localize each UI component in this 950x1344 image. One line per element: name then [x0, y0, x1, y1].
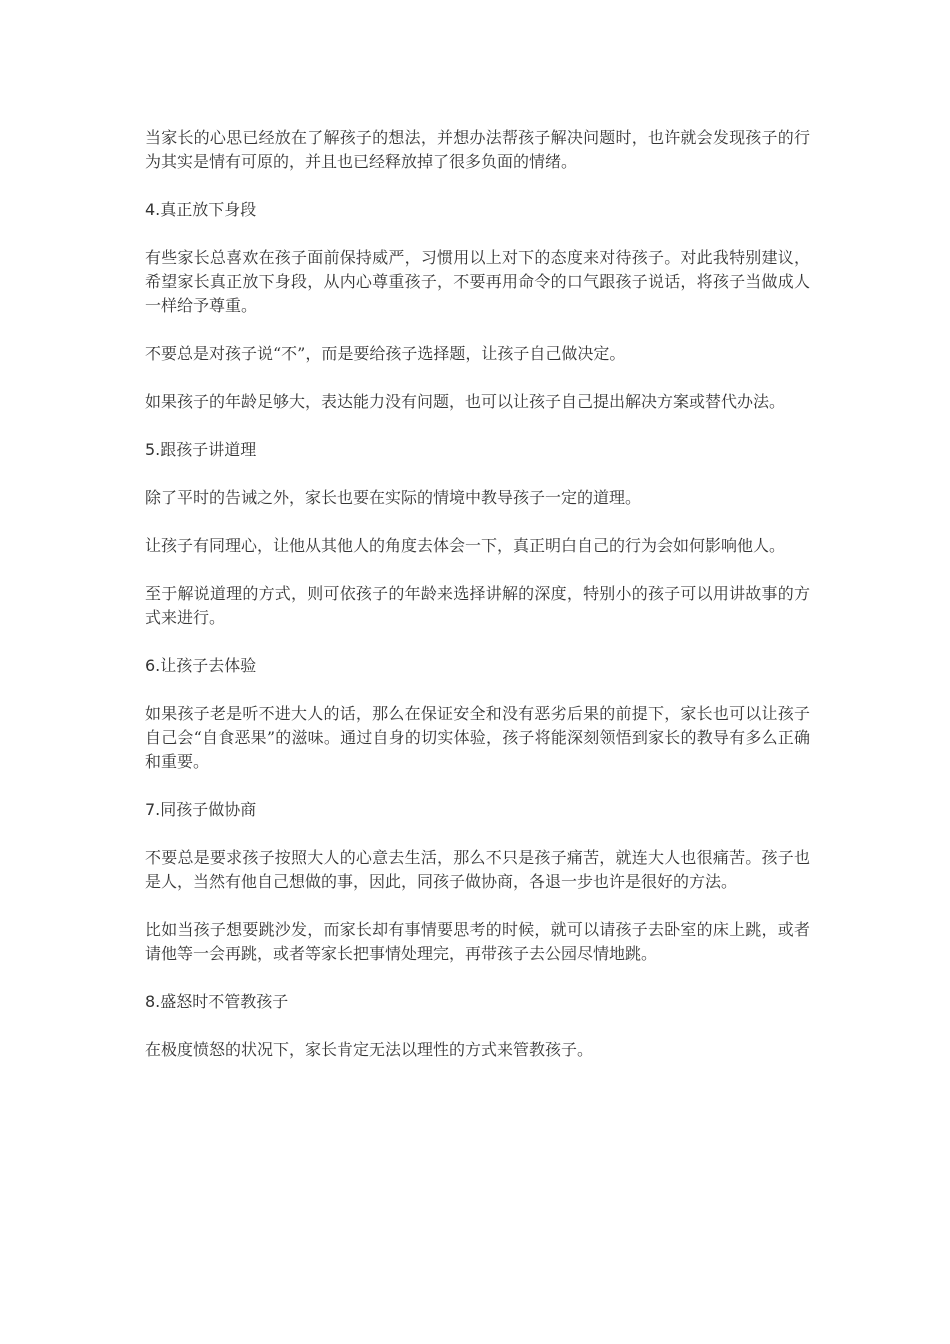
paragraph: 让孩子有同理心，让他从其他人的角度去体会一下，真正明白自己的行为会如何影响他人。	[145, 536, 786, 555]
paragraph: 有些家长总喜欢在孩子面前保持威严，习惯用以上对下的态度来对待孩子。对此我特别建议，希望家长真正放下身段，从内心尊重孩子，不要再用命令的口气跟孩子说话，将孩子当做成人一样给予尊重。	[145, 248, 810, 315]
paragraph: 当家长的心思已经放在了解孩子的想法，并想办法帮孩子解决问题时，也许就会发现孩子的行为其实是情有可原的，并且也已经释放掉了很多负面的情绪。	[145, 128, 810, 171]
section-heading: 4.真正放下身段	[145, 200, 257, 219]
section-heading: 8.盛怒时不管教孩子	[145, 992, 289, 1011]
paragraph: 比如当孩子想要跳沙发，而家长却有事情要思考的时候，就可以请孩子去卧室的床上跳，或者请他等一会再跳，或者等家长把事情处理完，再带孩子去公园尽情地跳。	[145, 920, 810, 963]
paragraph: 至于解说道理的方式，则可依孩子的年龄来选择讲解的深度，特别小的孩子可以用讲故事的方式来进行。	[145, 584, 810, 627]
document-page	[145, 126, 810, 1086]
paragraph: 在极度愤怒的状况下，家长肯定无法以理性的方式来管教孩子。	[145, 1040, 594, 1059]
paragraph: 如果孩子的年龄足够大，表达能力没有问题，也可以让孩子自己提出解决方案或替代办法。	[145, 392, 786, 411]
paragraph: 不要总是要求孩子按照大人的心意去生活，那么不只是孩子痛苦，就连大人也很痛苦。孩子也是人，当然有他自己想做的事，因此，同孩子做协商，各退一步也许是很好的方法。	[145, 848, 810, 891]
section-heading: 7.同孩子做协商	[145, 800, 257, 819]
paragraph: 不要总是对孩子说“不”，而是要给孩子选择题，让孩子自己做决定。	[145, 344, 626, 363]
section-heading: 6.让孩子去体验	[145, 656, 257, 675]
paragraph: 除了平时的告诫之外，家长也要在实际的情境中教导孩子一定的道理。	[145, 488, 642, 507]
paragraph: 如果孩子老是听不进大人的话，那么在保证安全和没有恶劣后果的前提下，家长也可以让孩子自己会“自食恶果”的滋味。通过自身的切实体验，孩子将能深刻领悟到家长的教导有多么正确和重要。	[145, 704, 810, 771]
section-heading: 5.跟孩子讲道理	[145, 440, 257, 459]
